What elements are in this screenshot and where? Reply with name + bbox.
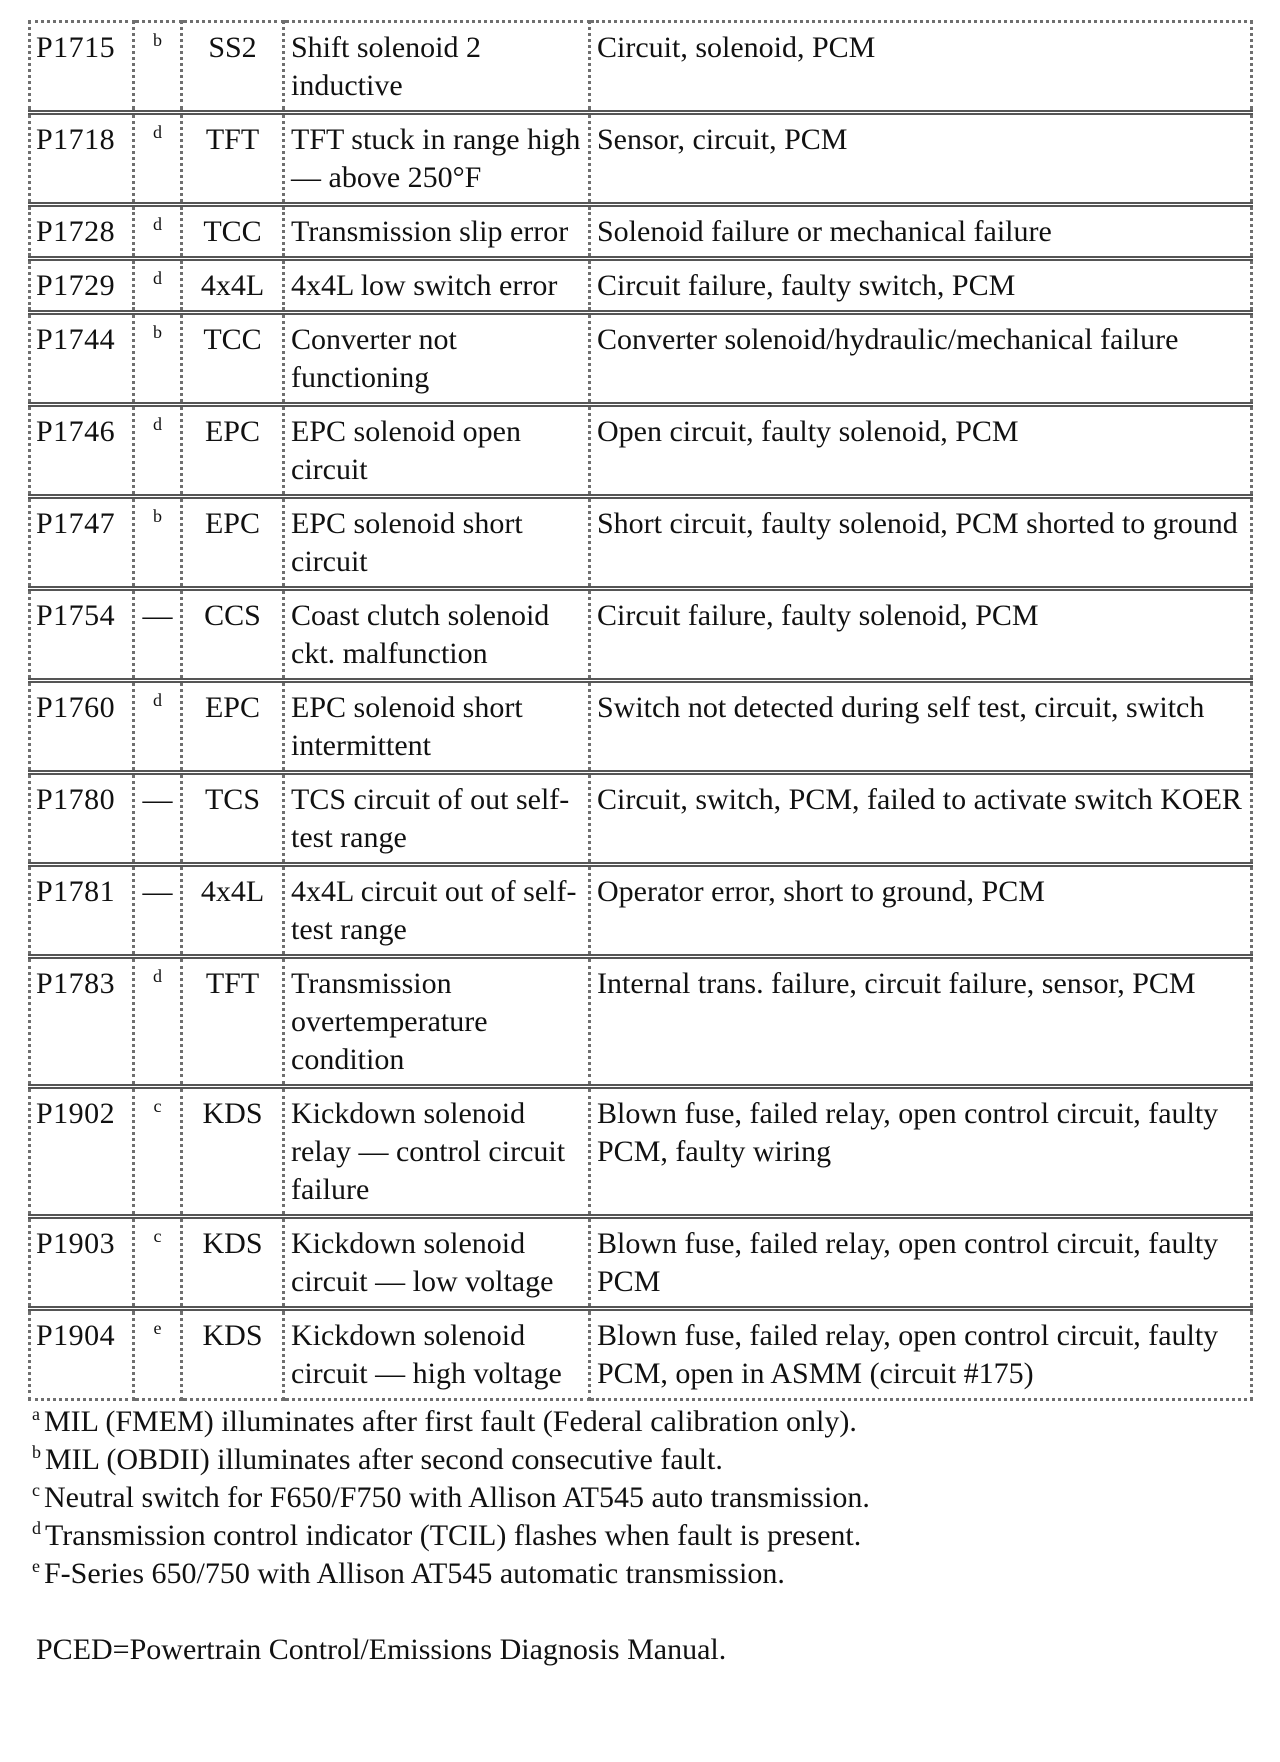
footnote-text: MIL (FMEM) illuminates after first fault (Federal calibration only). (44, 1405, 857, 1438)
description-cell: EPC solenoid open circuit (284, 405, 590, 497)
footnote-marker-cell-text: d (153, 214, 162, 234)
description-cell: Kickdown solenoid relay — control circuit failure (284, 1087, 590, 1217)
footnote-marker-cell-text: — (142, 875, 173, 908)
footnote-text: F-Series 650/750 with Allison AT545 automatic transmission. (44, 1557, 785, 1590)
trouble-code-cell: P1729 (30, 259, 134, 313)
trouble-code-cell: P1715 (30, 22, 134, 113)
trouble-code-cell: P1903 (30, 1217, 134, 1309)
footnote-marker-cell (134, 1087, 182, 1217)
footnote-marker-cell (134, 957, 182, 1087)
trouble-code-cell: P1780 (30, 773, 134, 865)
table-row (30, 589, 1252, 681)
trouble-code-cell: P1718 (30, 113, 134, 205)
trouble-code-cell: P1728 (30, 205, 134, 259)
footnote-marker-cell (134, 589, 182, 681)
table-row (30, 22, 1252, 113)
table-row (30, 865, 1252, 957)
footnotes (28, 1403, 1250, 1593)
table-row (30, 497, 1252, 589)
footnote-mark: d (32, 1518, 41, 1538)
probable-cause-cell: Switch not detected during self test, circuit, switch (590, 681, 1252, 773)
description-cell: TFT stuck in range high — above 250°F (284, 113, 590, 205)
footnote-mark: b (32, 1442, 41, 1462)
description-cell: EPC solenoid short circuit (284, 497, 590, 589)
footnote-marker-cell-text: — (142, 599, 173, 632)
system-cell: TCC (182, 313, 284, 405)
probable-cause-cell: Short circuit, faulty solenoid, PCM shorted to ground (590, 497, 1252, 589)
table-row (30, 405, 1252, 497)
system-cell: 4x4L (182, 259, 284, 313)
footnote-mark: a (32, 1404, 40, 1424)
table-row (30, 957, 1252, 1087)
footnote (32, 1403, 1250, 1441)
footnote-marker-cell (134, 205, 182, 259)
footnote-marker-cell-text: c (153, 1226, 162, 1246)
probable-cause-cell: Circuit failure, faulty switch, PCM (590, 259, 1252, 313)
trouble-code-cell: P1760 (30, 681, 134, 773)
system-cell: EPC (182, 405, 284, 497)
trouble-code-cell: P1902 (30, 1087, 134, 1217)
probable-cause-cell: Operator error, short to ground, PCM (590, 865, 1252, 957)
footnote (32, 1555, 1250, 1593)
system-cell: KDS (182, 1309, 284, 1400)
footnote-mark: e (32, 1556, 40, 1576)
system-cell: KDS (182, 1217, 284, 1309)
footnote-marker-cell (134, 259, 182, 313)
trouble-code-cell: P1781 (30, 865, 134, 957)
table-row (30, 313, 1252, 405)
trouble-code-cell: P1747 (30, 497, 134, 589)
probable-cause-cell: Circuit failure, faulty solenoid, PCM (590, 589, 1252, 681)
table-row (30, 259, 1252, 313)
probable-cause-cell: Blown fuse, failed relay, open control circuit, faulty PCM, faulty wiring (590, 1087, 1252, 1217)
description-cell: Transmission overtemperature condition (284, 957, 590, 1087)
footnote-text: Transmission control indicator (TCIL) flashes when fault is present. (45, 1519, 862, 1552)
probable-cause-cell: Circuit, switch, PCM, failed to activate switch KOER (590, 773, 1252, 865)
trouble-code-cell: P1783 (30, 957, 134, 1087)
footnote-marker-cell-text: c (153, 1096, 162, 1116)
description-cell: EPC solenoid short intermittent (284, 681, 590, 773)
description-cell: Coast clutch solenoid ckt. malfunction (284, 589, 590, 681)
probable-cause-cell: Circuit, solenoid, PCM (590, 22, 1252, 113)
description-cell: Transmission slip error (284, 205, 590, 259)
footnote-marker-cell (134, 1217, 182, 1309)
footnote-marker-cell (134, 773, 182, 865)
system-cell: TFT (182, 957, 284, 1087)
footnote-marker-cell (134, 497, 182, 589)
footnote-marker-cell (134, 22, 182, 113)
footnote (32, 1441, 1250, 1479)
footnote-marker-cell-text: d (153, 122, 162, 142)
trouble-code-cell: P1754 (30, 589, 134, 681)
system-cell: EPC (182, 497, 284, 589)
system-cell: 4x4L (182, 865, 284, 957)
probable-cause-cell: Solenoid failure or mechanical failure (590, 205, 1252, 259)
table-row (30, 1217, 1252, 1309)
description-cell: Kickdown solenoid circuit — high voltage (284, 1309, 590, 1400)
footnote-marker-cell (134, 405, 182, 497)
footnote-text: MIL (OBDII) illuminates after second consecutive fault. (45, 1443, 723, 1476)
system-cell: CCS (182, 589, 284, 681)
footnote-marker-cell-text: b (153, 506, 162, 526)
footnote-text: Neutral switch for F650/F750 with Allison AT545 auto transmission. (44, 1481, 870, 1514)
footnote-marker-cell-text: — (142, 783, 173, 816)
table-row (30, 1087, 1252, 1217)
system-cell: SS2 (182, 22, 284, 113)
table-row (30, 113, 1252, 205)
footnote (32, 1517, 1250, 1555)
footnote-marker-cell-text: d (153, 414, 162, 434)
trouble-code-cell: P1746 (30, 405, 134, 497)
footnote-marker-cell-text: d (153, 268, 162, 288)
table-row (30, 205, 1252, 259)
footnote-marker-cell (134, 681, 182, 773)
probable-cause-cell: Blown fuse, failed relay, open control circuit, faulty PCM, open in ASMM (circuit #175) (590, 1309, 1252, 1400)
footnote-marker-cell (134, 113, 182, 205)
description-cell: 4x4L circuit out of self-test range (284, 865, 590, 957)
footnote-marker-cell-text: b (153, 30, 162, 50)
description-cell: Kickdown solenoid circuit — low voltage (284, 1217, 590, 1309)
table-row (30, 1309, 1252, 1400)
abbreviation-legend: PCED=Powertrain Control/Emissions Diagnosis Manual. (36, 1633, 727, 1666)
table-row (30, 773, 1252, 865)
system-cell: KDS (182, 1087, 284, 1217)
description-cell: TCS circuit of out self-test range (284, 773, 590, 865)
system-cell: EPC (182, 681, 284, 773)
probable-cause-cell: Blown fuse, failed relay, open control circuit, faulty PCM (590, 1217, 1252, 1309)
trouble-code-rows (30, 22, 1252, 1400)
trouble-code-table (28, 20, 1253, 1401)
probable-cause-cell: Internal trans. failure, circuit failure, sensor, PCM (590, 957, 1252, 1087)
trouble-code-cell: P1744 (30, 313, 134, 405)
footnote-marker-cell-text: d (153, 690, 162, 710)
probable-cause-cell: Converter solenoid/hydraulic/mechanical failure (590, 313, 1252, 405)
footnote-marker-cell-text: b (153, 322, 162, 342)
footnote-marker-cell-text: d (153, 966, 162, 986)
probable-cause-cell: Open circuit, faulty solenoid, PCM (590, 405, 1252, 497)
system-cell: TCS (182, 773, 284, 865)
document-page (28, 20, 1250, 1669)
trouble-code-cell: P1904 (30, 1309, 134, 1400)
system-cell: TCC (182, 205, 284, 259)
table-row (30, 681, 1252, 773)
system-cell: TFT (182, 113, 284, 205)
footnote (32, 1479, 1250, 1517)
footnote-marker-cell (134, 865, 182, 957)
description-cell: Shift solenoid 2 inductive (284, 22, 590, 113)
footnote-marker-cell (134, 1309, 182, 1400)
footnote-mark: c (32, 1480, 40, 1500)
description-cell: Converter not functioning (284, 313, 590, 405)
probable-cause-cell: Sensor, circuit, PCM (590, 113, 1252, 205)
description-cell: 4x4L low switch error (284, 259, 590, 313)
footnote-marker-cell (134, 313, 182, 405)
footnote-marker-cell-text: e (153, 1318, 162, 1338)
